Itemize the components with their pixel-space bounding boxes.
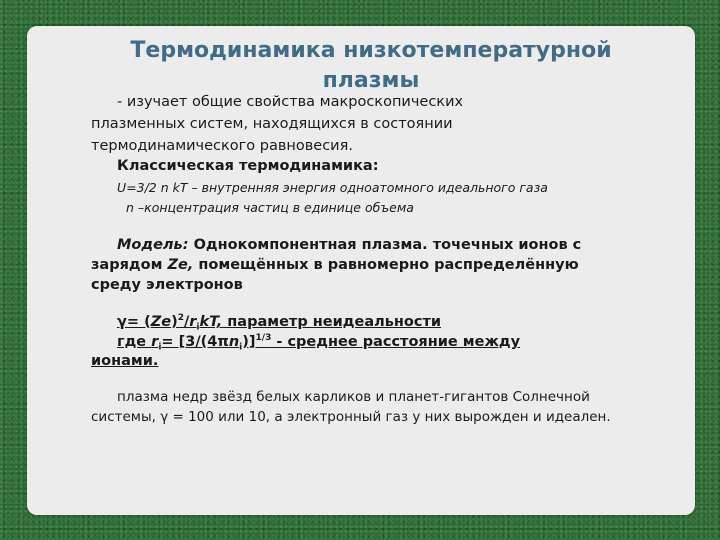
model-line-2-b: помещённых в равномерно распределённую xyxy=(193,257,579,273)
gamma-r: r xyxy=(189,313,197,330)
density-line: n –концентрация частиц в единице объема xyxy=(126,200,414,215)
intro-line-1: - изучает общие свойства макроскопических xyxy=(117,94,464,110)
gamma-sup: 2 xyxy=(177,313,184,323)
model-line-3: среду электронов xyxy=(91,277,243,293)
ri-c: )] xyxy=(242,333,256,350)
ri-a: где xyxy=(117,333,152,350)
intro-line-2: плазменных систем, находящихся в состоянии xyxy=(91,116,453,132)
ri-r-sub: i xyxy=(158,342,162,353)
ri-n-sub: i xyxy=(239,342,243,353)
note-line-2: системы, γ = 100 или 10, а электронный газ у них вырожден и идеален. xyxy=(91,409,611,425)
gamma-r-sub: i xyxy=(196,322,200,333)
model-line-2 xyxy=(91,257,579,273)
gamma-c: / xyxy=(183,313,190,330)
gamma-formula-line xyxy=(117,313,441,333)
gamma-a: γ= ( xyxy=(117,313,151,330)
model-line-1-rest: Однокомпонентная плазма. точечных ионов с xyxy=(188,237,582,253)
ri-formula-line xyxy=(117,333,520,353)
note-line-1: плазма недр звёзд белых карликов и планет-гигантов Солнечной xyxy=(117,389,590,405)
gamma-b: ) xyxy=(171,313,178,330)
model-label: Модель: xyxy=(117,237,189,253)
intro-line-3: термодинамического равновесия. xyxy=(91,138,353,154)
ri-b: = [3/(4π xyxy=(161,333,229,350)
model-line-2-a: зарядом xyxy=(91,257,168,273)
model-line-1 xyxy=(117,237,581,253)
classic-heading: Классическая термодинамика: xyxy=(117,158,379,174)
title-line-1: Термодинамика низкотемпературной xyxy=(130,38,612,63)
gamma-ze: Ze xyxy=(150,313,172,330)
energy-formula-line: U=3/2 n kT – внутренняя энергия одноатомного идеального газа xyxy=(117,180,548,195)
ri-n: n xyxy=(228,333,240,350)
ri-formula-line-3: ионами. xyxy=(91,353,159,369)
gamma-kt: kT, xyxy=(199,313,223,330)
gamma-desc: параметр неидеальности xyxy=(222,313,442,330)
ri-desc: - среднее расстояние между xyxy=(271,333,521,350)
ri-sup: 1/3 xyxy=(255,333,272,343)
ri-r: r xyxy=(151,333,159,350)
model-ze: Ze, xyxy=(167,257,194,273)
title-line-2: плазмы xyxy=(322,68,420,93)
